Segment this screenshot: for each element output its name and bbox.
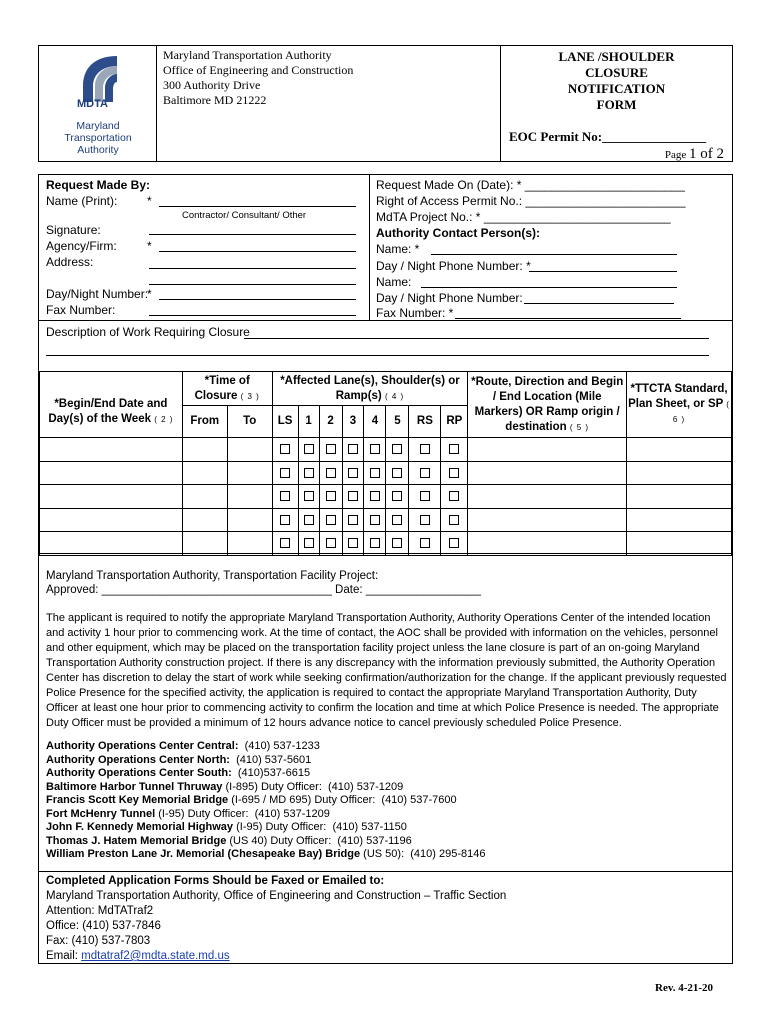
contact-name: John F. Kennedy Memorial Highway (46, 821, 234, 833)
logo-text: MDTA (77, 98, 108, 110)
contact-name: Authority Operations Center Central: (46, 740, 239, 752)
col-ttcta-note: ( 6 ) (672, 400, 730, 424)
col-route-header (468, 372, 627, 438)
lane-checkbox[interactable] (304, 538, 314, 548)
route-cell[interactable] (468, 438, 627, 462)
contact-phone-2-label: Day / Night Phone Number: (376, 291, 523, 305)
address-line: Office of Engineering and Construction (163, 63, 354, 77)
contact-number: (US 50): (410) 295-8146 (360, 848, 486, 860)
lane-cell[interactable] (409, 485, 441, 509)
email-line (46, 949, 725, 964)
lane-checkbox[interactable] (370, 515, 380, 525)
approval-block (46, 569, 481, 597)
contact-fax-field[interactable] (455, 318, 681, 319)
description-field-2[interactable] (46, 355, 709, 356)
contact-name-1-field[interactable] (431, 254, 677, 255)
contact-line (46, 740, 485, 754)
contact-name: Baltimore Harbor Tunnel Thruway (46, 780, 223, 793)
address-field-1[interactable] (149, 268, 356, 269)
name-print-label: Name (Print): (46, 194, 118, 208)
request-section (39, 175, 732, 321)
request-made-on-field[interactable]: Request Made On (Date): * ________________________ (376, 178, 685, 192)
closure-rows (40, 438, 732, 556)
to-cell[interactable] (227, 508, 272, 532)
lane-checkbox[interactable] (392, 491, 402, 501)
closure-row (40, 485, 732, 509)
title-line: NOTIFICATION (567, 81, 666, 96)
lane-checkbox[interactable] (348, 515, 358, 525)
lane-checkbox[interactable] (392, 515, 402, 525)
lane-cell[interactable] (298, 532, 319, 556)
col-lanes-header (272, 372, 468, 406)
lane-header: RP (441, 406, 468, 438)
contact-name-2-field[interactable] (421, 287, 677, 288)
col-time-label: *Time of Closure (194, 374, 250, 402)
lane-checkbox[interactable] (304, 491, 314, 501)
dates-cell[interactable] (40, 508, 183, 532)
fax-number-label: Fax Number: (46, 303, 116, 317)
contact-line (46, 754, 485, 768)
from-cell[interactable] (182, 532, 227, 556)
to-cell[interactable] (227, 438, 272, 462)
contact-number: (I-95) Duty Officer: (410) 537-1150 (233, 821, 407, 833)
lane-checkbox[interactable] (326, 444, 336, 454)
lane-checkbox[interactable] (326, 468, 336, 478)
lane-checkbox[interactable] (420, 491, 430, 501)
lane-cell[interactable] (272, 508, 298, 532)
to-cell[interactable] (227, 461, 272, 485)
lane-cell[interactable] (364, 438, 386, 462)
contact-number: (410)537-6615 (231, 767, 311, 779)
lane-header: 2 (319, 406, 342, 438)
ttcta-cell[interactable] (627, 461, 732, 485)
closure-row (40, 461, 732, 485)
lane-cell[interactable] (319, 532, 342, 556)
lane-cell[interactable] (409, 532, 441, 556)
col-dates-note: ( 2 ) (154, 415, 174, 424)
form-body (38, 174, 733, 964)
contact-number: (I-695 / MD 695) Duty Officer: (410) 537-7600 (228, 794, 457, 806)
dates-cell[interactable] (40, 438, 183, 462)
lane-cell[interactable] (319, 508, 342, 532)
col-time-note: ( 3 ) (240, 391, 260, 401)
lane-cell[interactable] (386, 461, 409, 485)
fax-number-field[interactable] (149, 315, 356, 316)
lane-cell[interactable] (298, 461, 319, 485)
contact-name: Thomas J. Hatem Memorial Bridge (46, 834, 227, 847)
approval-signature-line[interactable]: Approved: ____________________________________ Date: __________________ (46, 584, 481, 596)
lane-checkbox[interactable] (392, 444, 402, 454)
right-of-access-field[interactable]: Right of Access Permit No.: ________________________ (376, 194, 686, 208)
lane-checkbox[interactable] (449, 515, 459, 525)
description-label: Description of Work Requiring Closure (46, 325, 250, 339)
contact-line (46, 781, 485, 795)
lane-cell[interactable] (319, 461, 342, 485)
contractor-hint: Contractor/ Consultant/ Other (182, 210, 307, 221)
revision-label: Rev. 4-21-20 (655, 982, 714, 994)
table-bottom-rule (39, 553, 732, 554)
signature-label: Signature: (46, 223, 101, 237)
from-cell[interactable] (182, 461, 227, 485)
contact-name: Francis Scott Key Memorial Bridge (46, 794, 229, 806)
eoc-label: EOC Permit No: (509, 129, 603, 144)
contact-fax-label: Fax Number: * (376, 306, 454, 320)
contact-name: Authority Operations Center North: (46, 753, 230, 766)
lane-cell[interactable] (342, 461, 364, 485)
lane-cell[interactable] (319, 438, 342, 462)
lane-checkbox[interactable] (392, 538, 402, 548)
col-time-header (182, 372, 272, 406)
col-from-header: From (182, 406, 227, 438)
logo-caption-line: Authority (77, 144, 119, 156)
contact-name-2-label: Name: (376, 275, 412, 289)
submission-line: Fax: (410) 537-7803 (46, 935, 151, 947)
lane-checkbox[interactable] (326, 491, 336, 501)
title-line: FORM (596, 97, 637, 112)
lane-header: 5 (386, 406, 409, 438)
route-cell[interactable] (468, 508, 627, 532)
contact-number: (410) 537-5601 (229, 753, 312, 766)
contact-name: Fort McHenry Tunnel (46, 807, 156, 820)
form-title-cell (501, 46, 732, 161)
route-cell[interactable] (468, 532, 627, 556)
lane-cell[interactable] (386, 532, 409, 556)
agency-address (157, 46, 501, 161)
notice-paragraph: The applicant is required to notify the appropriate Maryland Transportation Authority, Authority Operations Center of the intended location and activity 1 hour prior to commencing work. At the time of contact, the AOC shall be provided with information on the vehicles, personnel and other equipment, which may be placed on the transportation facility project unless the lane closure is part of an on-going Maryland Transportation Authority construction project. If there is any discrepancy with the information previously submitted, the Authority Operation Center has discretion to delay the start of work while seeking confirmation/authorization for the change. If the applicant previously requested Police Presence for the specified activity, the application is required to contact the appropriate Maryland Transportation Authority, Duty Officer at least one hour prior to commencing activity to confirm the location and time at which Police Presence is needed. The appropriate Duty Officer must be provided a minimum of 12 hours advance notice to cancel previously scheduled Police Presence. (46, 612, 727, 729)
lane-checkbox[interactable] (449, 468, 459, 478)
ttcta-cell[interactable] (627, 485, 732, 509)
to-cell[interactable] (227, 532, 272, 556)
eoc-blank[interactable]: ________________ (602, 129, 707, 144)
lane-checkbox[interactable] (304, 444, 314, 454)
lane-checkbox[interactable] (420, 515, 430, 525)
lane-checkbox[interactable] (280, 491, 290, 501)
lane-cell[interactable] (272, 485, 298, 509)
col-ttcta-label: *TTCTA Standard, Plan Sheet, or SP (628, 383, 728, 410)
day-night-number-field[interactable] (159, 299, 356, 300)
lane-checkbox[interactable] (370, 444, 380, 454)
lane-checkbox[interactable] (304, 515, 314, 525)
lane-cell[interactable] (441, 461, 468, 485)
name-print-field[interactable] (159, 206, 356, 207)
lane-cell[interactable] (441, 438, 468, 462)
contact-line (46, 821, 485, 835)
lane-header: RS (409, 406, 441, 438)
lane-cell[interactable] (364, 532, 386, 556)
lane-checkbox[interactable] (420, 538, 430, 548)
contact-line (46, 848, 485, 862)
logo-cell (39, 46, 157, 161)
contact-phone-1-label: Day / Night Phone Number: * (376, 259, 531, 273)
agency-label: Agency/Firm: (46, 239, 117, 253)
contact-number: (I-895) Duty Officer: (410) 537-1209 (222, 780, 404, 793)
lane-checkbox[interactable] (370, 538, 380, 548)
lane-checkbox[interactable] (348, 444, 358, 454)
lane-checkbox[interactable] (326, 515, 336, 525)
col-ttcta-header (627, 372, 732, 438)
contact-name: William Preston Lane Jr. Memorial (Chesapeake Bay) Bridge (46, 848, 361, 860)
page-num: 1 of 2 (689, 146, 724, 162)
lane-cell[interactable] (364, 485, 386, 509)
page-word: Page (664, 149, 687, 161)
submission-heading: Completed Application Forms Should be Faxed or Emailed to: (46, 875, 385, 887)
contact-number: (410) 537-1233 (238, 740, 320, 752)
lane-checkbox[interactable] (280, 515, 290, 525)
ttcta-cell[interactable] (627, 508, 732, 532)
form-header (38, 45, 733, 162)
col-route-label: *Route, Direction and Begin / End Location (Mile Markers) OR Ramp origin / destination (471, 375, 624, 433)
lane-checkbox[interactable] (392, 468, 402, 478)
lane-header: 4 (364, 406, 386, 438)
route-cell[interactable] (468, 485, 627, 509)
ttcta-cell[interactable] (627, 438, 732, 462)
address-label: Address: (46, 255, 94, 269)
lane-header: 1 (298, 406, 319, 438)
lane-cell[interactable] (342, 438, 364, 462)
lane-cell[interactable] (441, 485, 468, 509)
title-line: CLOSURE (585, 65, 648, 80)
dates-cell[interactable] (40, 532, 183, 556)
from-cell[interactable] (182, 438, 227, 462)
lane-cell[interactable] (364, 461, 386, 485)
closure-row (40, 438, 732, 462)
route-cell[interactable] (468, 461, 627, 485)
contact-name-1-label: Name: * (376, 242, 420, 256)
logo-caption-line: Transportation (64, 132, 132, 144)
lane-cell[interactable] (272, 438, 298, 462)
from-cell[interactable] (182, 485, 227, 509)
description-field-1[interactable] (244, 338, 709, 339)
col-route-note: ( 5 ) (569, 422, 590, 432)
submission-info (39, 871, 732, 963)
submission-line: Maryland Transportation Authority, Office of Engineering and Construction – Traffic Section (46, 890, 507, 902)
agency-field[interactable] (159, 251, 356, 252)
lane-checkbox[interactable] (348, 491, 358, 501)
dates-cell[interactable] (40, 461, 183, 485)
contact-list (46, 740, 485, 862)
lane-cell[interactable] (409, 508, 441, 532)
contact-phone-1-field[interactable] (529, 271, 677, 272)
lane-checkbox[interactable] (280, 468, 290, 478)
lane-checkbox[interactable] (449, 538, 459, 548)
lane-header: LS (272, 406, 298, 438)
email-link[interactable]: mdtatraf2@mdta.state.md.us (81, 950, 230, 962)
closure-schedule-table (39, 371, 732, 556)
submission-line: Office: (410) 537-7846 (46, 920, 161, 932)
lane-checkbox[interactable] (348, 468, 358, 478)
lane-cell[interactable] (342, 532, 364, 556)
logo-caption (39, 120, 157, 156)
contact-number: (US 40) Duty Officer: (410) 537-1196 (226, 834, 412, 847)
from-cell[interactable] (182, 508, 227, 532)
day-night-number-label: Day/Night Number: (46, 287, 149, 301)
col-dates-header (40, 372, 183, 438)
lane-cell[interactable] (272, 532, 298, 556)
lane-cell[interactable] (298, 485, 319, 509)
lane-cell[interactable] (386, 485, 409, 509)
lane-cell[interactable] (319, 485, 342, 509)
address-line: 300 Authority Drive (163, 78, 261, 92)
lane-cell[interactable] (364, 508, 386, 532)
contact-phone-2-field[interactable] (524, 303, 674, 304)
lane-header: 3 (342, 406, 364, 438)
lane-cell[interactable] (386, 438, 409, 462)
lane-cell[interactable] (409, 461, 441, 485)
signature-field[interactable] (149, 234, 356, 235)
form-title (501, 49, 732, 113)
lane-checkbox[interactable] (326, 538, 336, 548)
lane-cell[interactable] (441, 508, 468, 532)
contact-line (46, 767, 485, 781)
approval-line: Maryland Transportation Authority, Transportation Facility Project: (46, 570, 379, 582)
ttcta-cell[interactable] (627, 532, 732, 556)
lane-cell[interactable] (298, 508, 319, 532)
lane-checkbox[interactable] (449, 444, 459, 454)
contact-line (46, 835, 485, 849)
lane-cell[interactable] (342, 485, 364, 509)
lane-cell[interactable] (409, 438, 441, 462)
lane-cell[interactable] (386, 508, 409, 532)
title-line: LANE /SHOULDER (558, 49, 675, 64)
lane-checkbox[interactable] (420, 468, 430, 478)
dates-cell[interactable] (40, 485, 183, 509)
contact-number: (I-95) Duty Officer: (410) 537-1209 (155, 807, 330, 820)
lane-checkbox[interactable] (370, 491, 380, 501)
required-star: * (147, 287, 152, 301)
lane-cell[interactable] (342, 508, 364, 532)
contact-line (46, 794, 485, 808)
lane-checkbox[interactable] (449, 491, 459, 501)
email-label: Email: (46, 950, 82, 962)
lane-checkbox[interactable] (304, 468, 314, 478)
authority-contact-heading: Authority Contact Person(s): (376, 226, 541, 240)
address-field-2[interactable] (149, 284, 356, 285)
col-lanes-label: *Affected Lane(s), Shoulder(s) or Ramp(s) (280, 374, 460, 402)
contact-name: Authority Operations Center South: (46, 767, 232, 779)
project-no-field[interactable]: MdTA Project No.: * ____________________________ (376, 210, 671, 224)
lane-cell[interactable] (298, 438, 319, 462)
lane-cell[interactable] (441, 532, 468, 556)
lane-checkbox[interactable] (370, 468, 380, 478)
lane-checkbox[interactable] (280, 538, 290, 548)
request-made-by-label: Request Made By: (46, 178, 151, 192)
contact-line (46, 808, 485, 822)
address-line: Maryland Transportation Authority (163, 48, 332, 62)
lane-checkbox[interactable] (420, 444, 430, 454)
page-number (665, 146, 724, 163)
lane-checkbox[interactable] (280, 444, 290, 454)
closure-row (40, 532, 732, 556)
col-to-header: To (227, 406, 272, 438)
col-lanes-note: ( 4 ) (384, 391, 405, 401)
lane-checkbox[interactable] (348, 538, 358, 548)
submission-line: Attention: MdTATraf2 (46, 905, 154, 917)
col-dates-label: *Begin/End Date and Day(s) of the Week (48, 398, 168, 425)
lane-cell[interactable] (272, 461, 298, 485)
eoc-permit-field[interactable] (509, 129, 706, 145)
to-cell[interactable] (227, 485, 272, 509)
required-star: * (147, 239, 152, 253)
address-line: Baltimore MD 21222 (163, 93, 267, 107)
closure-row (40, 508, 732, 532)
required-star: * (147, 194, 152, 208)
logo-caption-line: Maryland (76, 120, 120, 132)
